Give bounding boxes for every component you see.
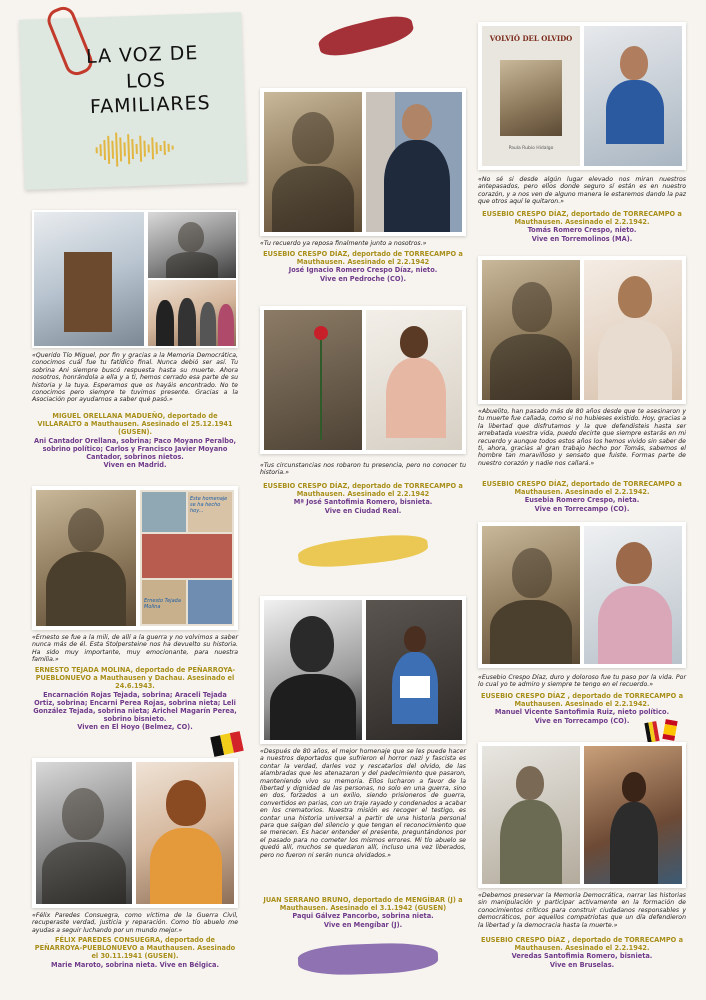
lives-miguel: Viven en Madrid. [103, 461, 167, 470]
grandson-in-law-photo [584, 526, 682, 664]
family-tomas: Tomás Romero Crespo, nieto. [527, 226, 637, 235]
quote-veredas: «Debemos preservar la Memoria Democrática, narrar las historias sin manipulación y participar activamente en la formación de conocimientos críticos para construir ciudadanos responsables y democráticos, por aquellos compatriotas que un día defendieron la libertad y la democracia hasta la muerte.» [478, 892, 686, 929]
page-title-line1: LA VOZ DE [85, 42, 199, 68]
photo-card-veredas [478, 742, 686, 888]
portrait-photo [482, 526, 580, 664]
caption-eusebia [478, 480, 686, 513]
purple-brush-decoration [298, 942, 439, 977]
photo-card-manuel [478, 522, 686, 668]
photo-card-mariajose [260, 306, 466, 454]
quote-joseignacio: «Tu recuerdo ya reposa finalmente junto a nosotros.» [260, 240, 427, 247]
memorial-plaque-photo [366, 600, 462, 740]
quote-manuel: «Eusebio Crespo Díaz, duro y doloroso fue tu paso por la vida. Por lo cual yo te admiro y siempre te tengo en el recuerdo.» [478, 674, 686, 689]
caption-ernesto [32, 666, 238, 732]
photo-card-ernesto [32, 486, 238, 630]
house-door-photo [34, 212, 144, 346]
lives-joseignacio: Vive en Pedroche (CO). [320, 274, 406, 283]
caption-mariajose [260, 482, 466, 515]
book-author: Paula Rubio Hidalgo [508, 146, 554, 151]
grandson-photo [584, 26, 682, 166]
family-group-photo [148, 280, 236, 346]
photo-card-juan [260, 596, 466, 744]
caption-manuel [478, 692, 686, 725]
lives-mariajose: Vive en Ciudad Real. [324, 506, 402, 515]
quote-ernesto: «Ernesto se fue a la mili, de allí a la guerra y no volvimos a saber nunca más de él. Esta Stolpersteine nos ha devuelto su historia. Ha sido muy importante, muy emocionante, para nuestra familia.» [32, 634, 238, 664]
greatgranddaughter-photo [366, 310, 462, 450]
rose-memorial-photo [264, 310, 362, 450]
family-manuel: Manuel Vicente Santofimia Ruiz, nieto político. [494, 708, 670, 717]
lives-ernesto: Viven en El Hoyo (Belmez, CO). [77, 723, 193, 732]
lives-manuel: Vive en Torrecampo (CO). [534, 716, 630, 725]
portrait-photo [264, 600, 362, 740]
lives-veredas: Vive en Bruselas. [549, 960, 615, 969]
granddaughter-photo [584, 260, 682, 400]
deportee-ernesto: ERNESTO TEJADA MOLINA, deportado de PEÑARROYA-PUEBLONUEVO a Mauthausen y Dachau. Asesinado el 24.6.1943. [34, 666, 236, 691]
caption-joseignacio [260, 250, 466, 283]
photo-card-miguel [32, 210, 238, 348]
belgium-flag-icon [210, 731, 244, 757]
photo-card-joseignacio [260, 88, 466, 236]
caption-miguel [32, 412, 238, 469]
caption-tomas [478, 210, 686, 243]
deportee-tomas: EUSEBIO CRESPO DÍAZ, deportado de TORRECAMPO a Mauthausen. Asesinado el 2.2.1942. [482, 210, 682, 227]
deportee-mariajose: EUSEBIO CRESPO DÍAZ, deportado de TORRECAMPO a Mauthausen. Asesinado el 2.2.1942 [263, 482, 463, 499]
caption-juan [260, 896, 466, 929]
homage-collage-photo [140, 490, 234, 626]
family-veredas: Veredas Santofimia Romero, bisnieta. [511, 952, 653, 961]
deportee-manuel: EUSEBIO CRESPO DÍAZ , deportado de TORRECAMPO a Mauthausen. Asesinado el 2.2.1942. [480, 692, 684, 709]
portrait-photo [36, 762, 132, 904]
family-miguel: Ani Cantador Orellana, sobrina; Paco Moyano Peralbo, sobrino político; Carlos y Francisco Javier Moyano Cantador, sobrinos nietos. [34, 436, 236, 462]
quote-tomas: «No sé si desde algún lugar elevado nos miran nuestros antepasados, pero ellos donde seguro sí están es en nuestro corazón, y a nos ven de alguno manera le estaremos dando la paz que otros aquí le quitaron.» [478, 176, 686, 206]
deportee-felix: FÉLIX PAREDES CONSUEGRA, deportado de PEÑARROYA-PUEBLONUEVO a Mauthausen. Asesinado el 30.11.1941 (GUSEN). [34, 936, 236, 961]
family-mariajose: Mª José Santofimia Romero, bisnieta. [293, 498, 433, 507]
page-title-line2: LOS [125, 69, 167, 93]
red-brush-decoration [316, 11, 416, 61]
book-cover-photo [482, 26, 580, 166]
collage-note-1: Este homenaje se ha hecho hoy... [190, 496, 228, 514]
lives-tomas: Vive en Torremolinos (MA). [531, 234, 633, 243]
deportee-veredas: EUSEBIO CRESPO DÍAZ , deportado de TORRECAMPO a Mauthausen. Asesinado el 2.2.1942. [480, 936, 684, 953]
soldier-portrait-photo [482, 746, 580, 884]
portrait-photo [264, 92, 362, 232]
caption-felix [32, 936, 238, 969]
deportee-eusebia: EUSEBIO CRESPO DÍAZ, deportado de TORRECAMPO a Mauthausen. Asesinado el 2.2.1942. [482, 480, 682, 497]
quote-felix: «Félix Paredes Consuegra, como víctima de la Guerra Civil, recuperaste verdad, justicia y reparación. Como tío abuelo me ayudas a seguir luchando por un mundo mejor.» [32, 912, 238, 934]
deportee-joseignacio: EUSEBIO CRESPO DÍAZ, deportado de TORRECAMPO a Mauthausen. Asesinado el 2.2.1942 [263, 250, 463, 267]
photo-card-eusebia [478, 256, 686, 404]
photo-card-tomas [478, 22, 686, 170]
quote-mariajose: «Tus circunstancias nos robaron tu presencia, pero no conocer tu historia.» [260, 462, 466, 477]
greatgranddaughter-photo [584, 746, 682, 884]
book-title: VOLVIÓ DEL OLVIDO [489, 34, 573, 43]
lives-juan: Vive en Mengíbar (J). [323, 920, 403, 929]
family-joseignacio: José Ignacio Romero Crespo Díaz, nieto. [288, 266, 438, 275]
gold-brush-decoration [297, 531, 429, 570]
portrait-photo [148, 212, 236, 278]
family-eusebia: Eusebia Romero Crespo, nieta. [524, 496, 640, 505]
quote-juan: «Después de 80 años, el mejor homenaje que se les puede hacer a nuestros deportados que sufrieron el horror nazi y fascista es contar la verdad, darles voz y rescatarlos del olvido, de las alambradas que les atenazaron y del padecimiento que pasaron, manteniendo vivo su memoria. Ellos lucharon a favor de la libertad y dignidad de las personas, no solo en una guerra, sino en dos, forzados a un exilio, siendo prisioneros de guerra, convertidos en parias, con un traje rayado y condenados a acabar en los crematorios. Nuestra misión es recoger el testigo, es contar una historia universal a partir de una historia personal para que salgan del silencio y que tengan el reconocimiento que se merecen. Es hacer entender el presente, preguntándonos por el pasado para no cometer los mismos errores. Mi tío abuelo se quedó allí, muchos se quedaron allí, incluso una vez liberados, pero no fueron ni serán nunca olvidados.» [260, 748, 466, 859]
portrait-photo [482, 260, 580, 400]
family-ernesto: Encarnación Rojas Tejada, sobrina; Araceli Tejada Ortiz, sobrina; Encarni Perea Rojas, sobrina nieta; Leli González Tejada, sobrina nieta; Arichel Magarín Perea, sobrino bisnieto. [33, 690, 237, 724]
portrait-photo [36, 490, 136, 626]
page-title-line3: FAMILIARES [89, 91, 211, 119]
collage-note-2: Ernesto Tejada Molina [144, 598, 181, 610]
quote-eusebia: «Abuelito, han pasado más de 80 años desde que te asesinaron y tu muerte fue callada, como si no hubieses existido. Hoy, gracias a la libertad que disfrutamos y la que defendisteis hasta ser arrebatada vuestra vida, puedo decirte que siempre estarás en mi recuerdo y aunque todos estos años los hemos vivido sin saber de ti, ahora, gracias al gran trabajo hecho por Tomás, sabemos el hombre tan maravilloso y sensato que fuiste. Formas parte de nuestro corazón y nadie nos callará.» [478, 408, 686, 467]
caption-veredas [478, 936, 686, 969]
relative-photo [136, 762, 234, 904]
deportee-juan: JUAN SERRANO BRUNO, deportado de MENGÍBAR (J) a Mauthausen. Asesinado el 3.1.1942 (GUSEN) [263, 896, 463, 913]
family-felix: Marie Maroto, sobrina nieta. Vive en Bélgica. [51, 960, 219, 969]
photo-card-felix [32, 758, 238, 908]
quote-miguel: «Querido Tío Miguel, por fin y gracias a la Memoria Democrática, conocimos cuál fue tu fatídico final. Nunca debió ser así. Tu sobrina Ani siempre buscó respuesta hasta su muerte. Ahora nosotros, honrándola a ella y a ti, hemos cerrado esa parte de su historia y la tuya. Esperamos que os hayáis encontrado. No te conocimos pero siempre te tuvimos presente. Gracias a la Asociación por ayudarnos a saber qué pasó.» [32, 352, 238, 404]
family-juan: Paqui Gálvez Pancorbo, sobrina nieta. [292, 912, 434, 921]
grandson-photo [366, 92, 462, 232]
deportee-miguel: MIGUEL ORELLANA MADUEÑO, deportado de VILLARALTO a Mauthausen. Asesinado el 25.12.1941 (GUSEN). [37, 412, 233, 437]
spain-flag-icon [662, 719, 677, 741]
lives-eusebia: Vive en Torrecampo (CO). [534, 504, 630, 513]
sound-wave-decoration [95, 127, 176, 170]
